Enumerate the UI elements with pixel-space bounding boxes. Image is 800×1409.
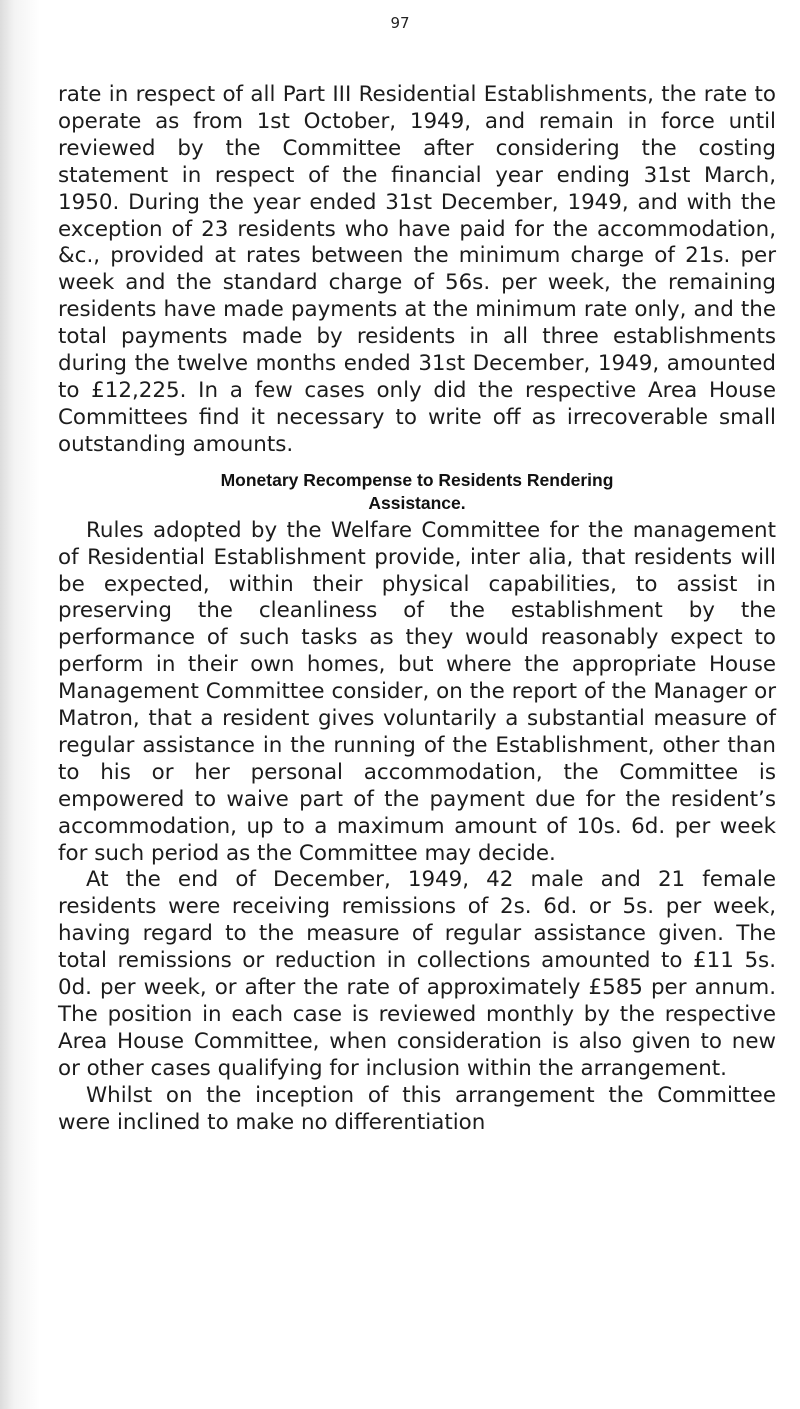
- paragraph-continued: rate in respect of all Part III Residential Establishments, the rate to operate as from 1st October, 1949, and remain in force until reviewed by the Committee after considering the costing statement in respect of the financial year ending 31st March, 1950. During the year ended 31st December, 1949, and with the exception of 23 residents who have paid for the accommodation, &c., provided at rates between the minimum charge of 21s. per week and the standard charge of 56s. per week, the remaining residents have made payments at the minimum rate only, and the total payments made by residents in all three establishments during the twelve months ended 31st December, 1949, amounted to £12,225. In a few cases only did the respective Area House Committees find it necessary to write off as irrecoverable small outstanding amounts.: [58, 82, 776, 457]
- section-heading-line-1: Monetary Recompense to Residents Rendering: [220, 469, 614, 490]
- paragraph-remissions: At the end of December, 1949, 42 male and 21 female residents were receiving remissions of 2s. 6d. or 5s. per week, having regard to the measure of regular assistance given. The total remissions or reduction in collections amounted to £11 5s. 0d. per week, or after the rate of approximately £585 per annum. The position in each case is reviewed monthly by the respective Area House Committee, when consideration is also given to new or other cases qualifying for inclusion within the arrangement.: [58, 867, 776, 1081]
- body-text: [58, 82, 776, 1137]
- paragraph-rules: Rules adopted by the Welfare Committee for the management of Residential Establishment provide, inter alia, that residents will be expected, within their physical capabilities, to assist in preserving the cleanliness of the establishment by the performance of such tasks as they would reasonably expect to perform in their own homes, but where the appropriate House Management Committee consider, on the report of the Manager or Matron, that a resident gives voluntarily a substantial measure of regular assistance in the running of the Establishment, other than to his or her personal accommodation, the Committee is empowered to waive part of the payment due for the resident’s accommodation, up to a maximum amount of 10s. 6d. per week for such period as the Committee may decide.: [58, 517, 776, 866]
- paragraph-whilst: Whilst on the inception of this arrangement the Committee were inclined to make no differentiation: [58, 1082, 776, 1135]
- section-heading: [58, 469, 776, 515]
- section-heading-line-2: Assistance.: [368, 492, 466, 513]
- page-number: 97: [390, 14, 410, 32]
